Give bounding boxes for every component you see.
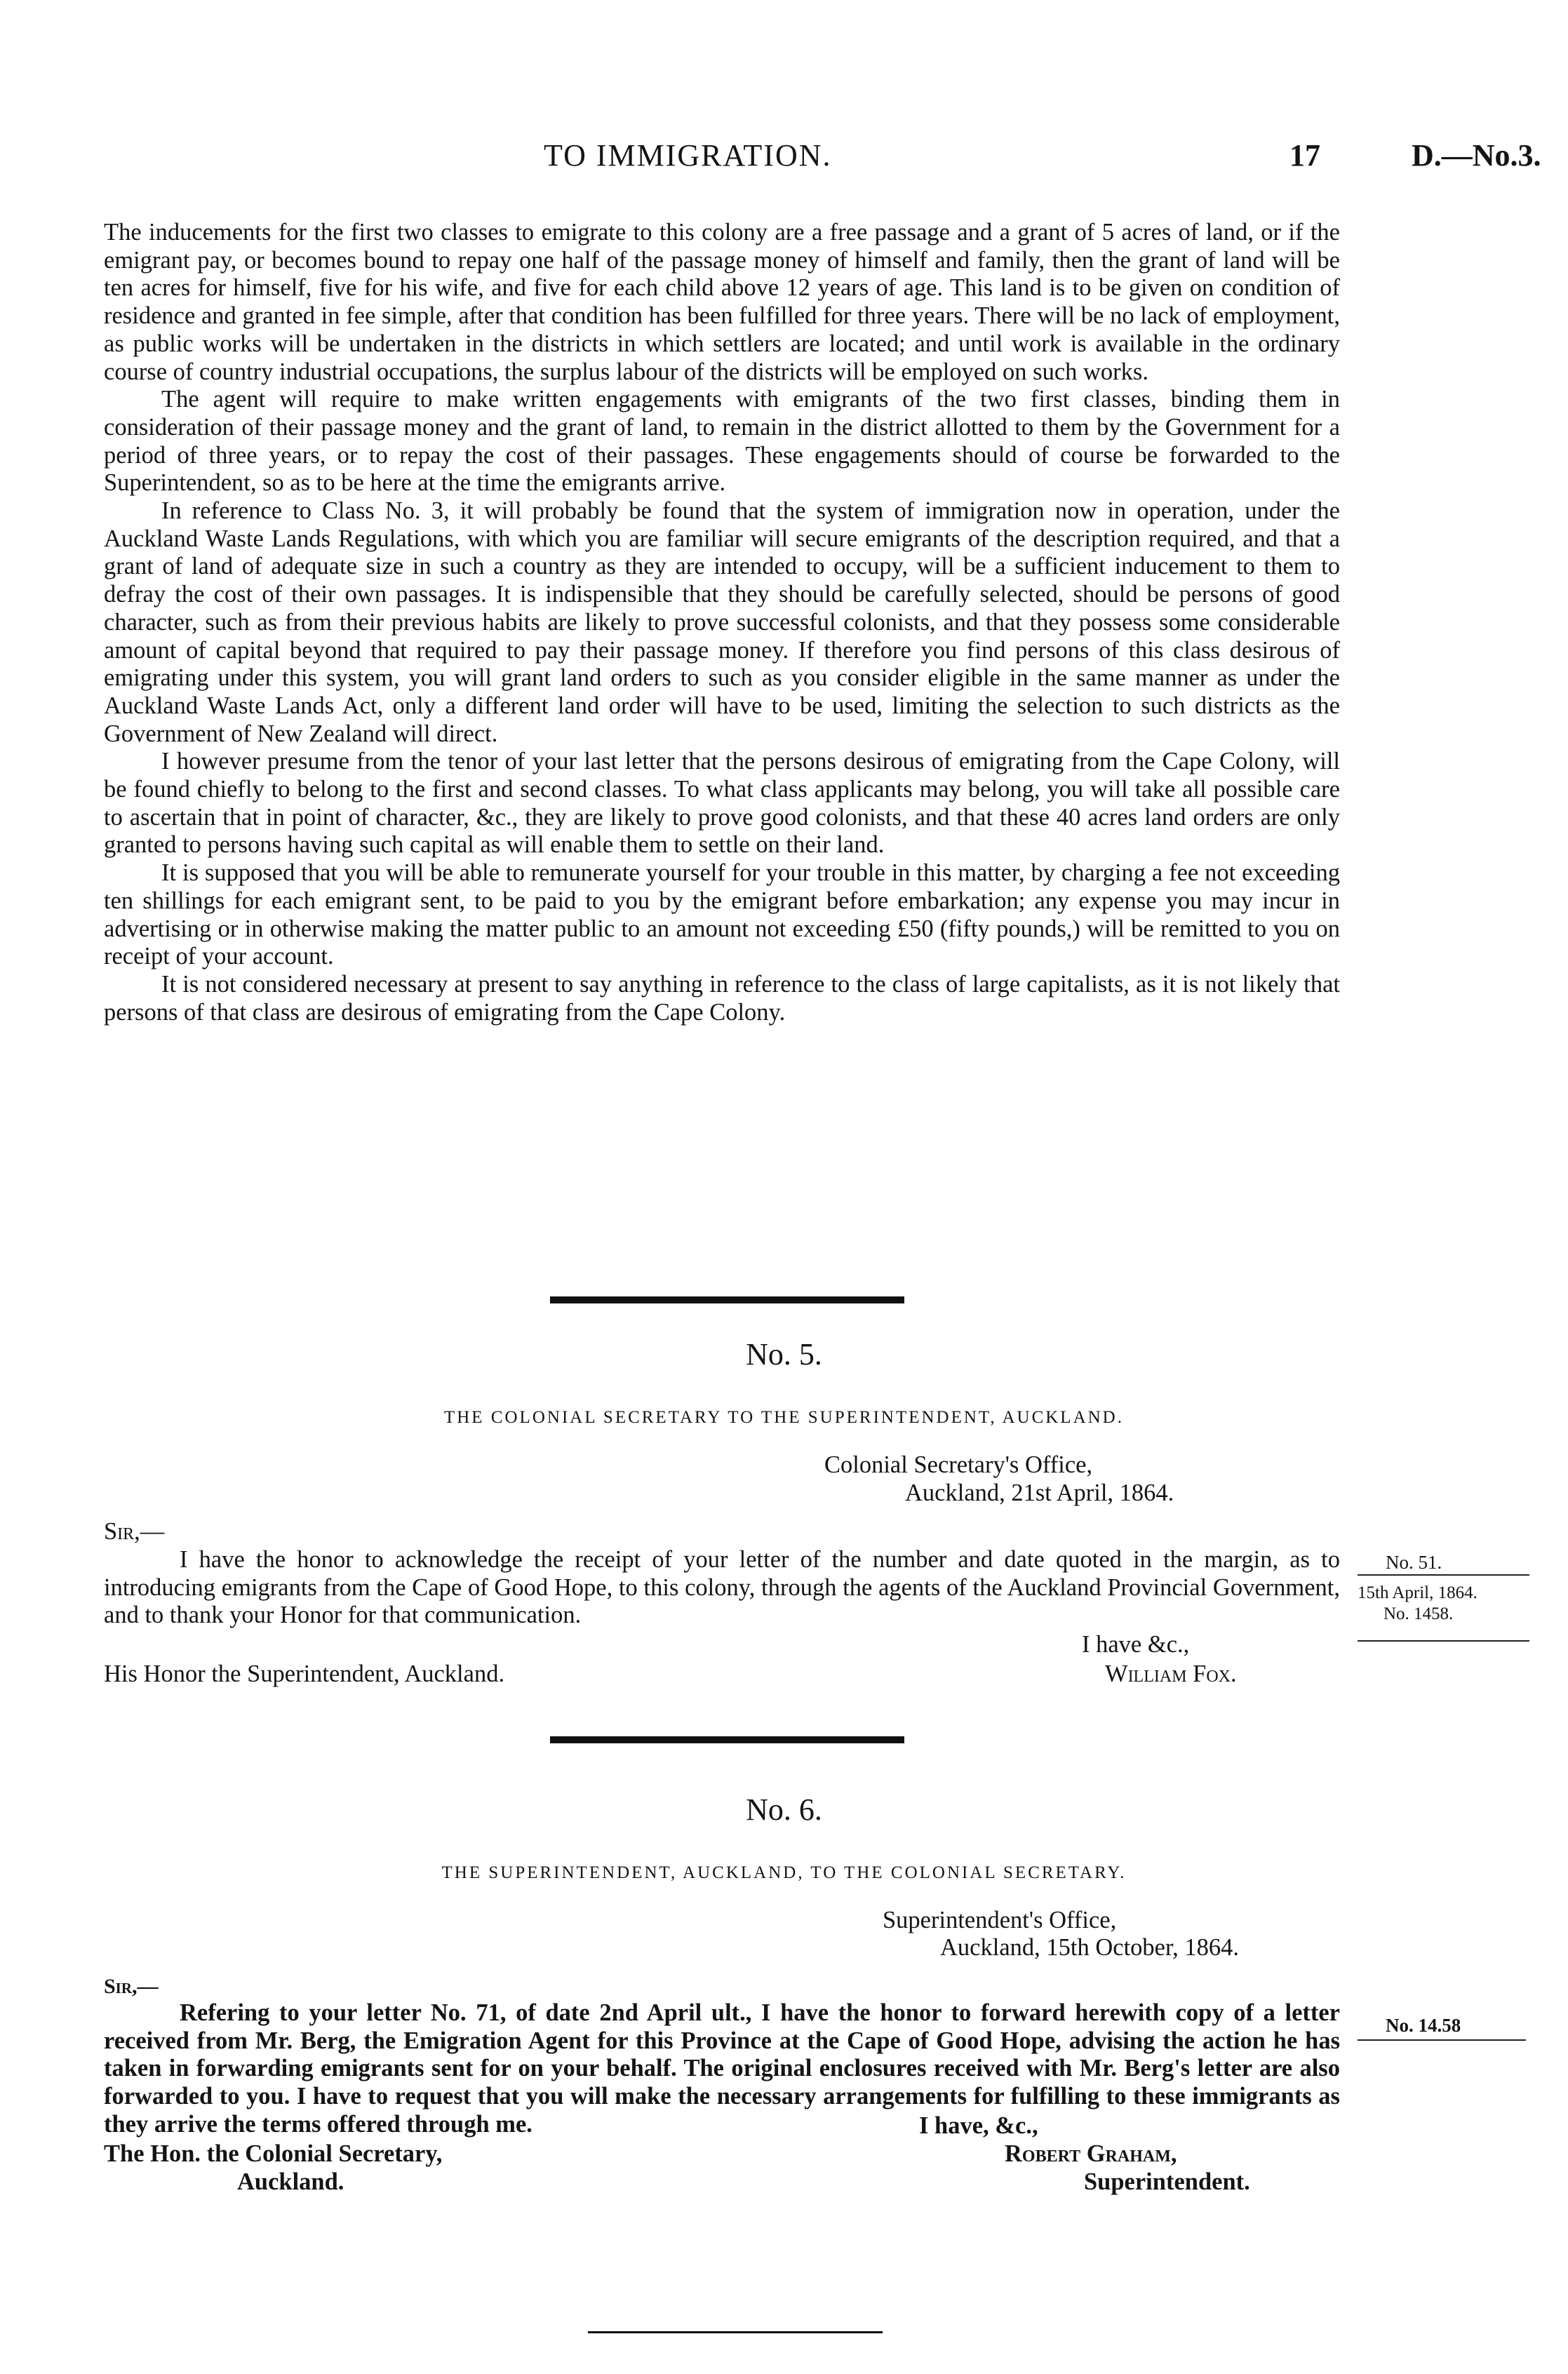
paragraph: In reference to Class No. 3, it will probably be found that the system of immigration now in operation, under the Auckland Waste Lands Regulations, with which you are familiar will secure emigrants of the description required, and that a grant of land of adequate size in such a country as they are intended to occupy, will be a sufficient inducement to them to defray the cost of their own passages. It is indispensible that they should be carefully selected, should be persons of good character, such as from their previous habits are likely to prove successful colonists, and that they possess some considerable amount of capital beyond that required to pay their passage money. If therefore you find persons of this class desirous of emigrating under this system, you will grant land orders to such as you consider eligible in the same manner as under the Auckland Waste Lands Act, only a different land order will have to be used, limiting the selection to such districts as the Government of New Zealand will direct. (104, 497, 1340, 747)
sender-office: Colonial Secretary's Office, (824, 1451, 1093, 1478)
margin-note-date: 15th April, 1864. (1358, 1583, 1477, 1602)
letter-body (104, 1999, 1340, 2139)
letter-number: No. 5. (746, 1337, 822, 1372)
running-title: TO IMMIGRATION. (544, 138, 832, 173)
margin-note-number: No. 14.58 (1386, 2015, 1461, 2036)
margin-note-ref: No. 1458. (1383, 1604, 1454, 1623)
paragraph: I have the honor to acknowledge the receipt of your letter of the number and date quoted in the margin, as to introducing emigrants from the Cape of Good Hope, to this colony, through the agents of the Auckland Provincial Government, and to thank your Honor for that communication. (104, 1546, 1340, 1629)
page-number: 17 (1289, 138, 1320, 173)
salutation: Sir,— (104, 1975, 159, 1998)
margin-rule (1358, 1640, 1529, 1642)
sender-office: Superintendent's Office, (883, 1907, 1117, 1933)
paragraph: It is supposed that you will be able to remunerate yourself for your trouble in this matter, by charging a fee not exceeding ten shillings for each emigrant sent, to be paid to you by the emigrant before embarkation; any expense you may incur in advertising or in otherwise making the matter public to an amount not exceeding £50 (fifty pounds,) will be remitted to you on receipt of your account. (104, 859, 1340, 970)
margin-rule (1358, 1574, 1529, 1576)
paragraph: It is not considered necessary at present to say anything in reference to the class of large capitalists, as it is not likely that persons of that class are desirous of emigrating from the Cape Colony. (104, 970, 1340, 1026)
letter-caption: THE COLONIAL SECRETARY TO THE SUPERINTENDENT, AUCKLAND. (443, 1408, 1124, 1427)
signature-title: Superintendent. (1084, 2168, 1250, 2195)
signature: Robert Graham, (1005, 2140, 1177, 2167)
document-reference: D.—No.3. (1412, 138, 1541, 173)
salutation: Sir,— (104, 1518, 165, 1545)
signature: William Fox. (1105, 1661, 1237, 1687)
intro-text (104, 219, 1340, 1026)
margin-rule (1358, 2039, 1526, 2041)
paragraph: The inducements for the first two classes to emigrate to this colony are a free passage and a grant of 5 acres of land, or if the emigrant pay, or becomes bound to repay one half of the passage money of himself and family, then the grant of land will be ten acres for himself, five for his wife, and five for each child above 12 years of age. This land is to be given on condition of residence and granted in fee simple, after that condition has been fulfilled for three years. There will be no lack of employment, as public works will be undertaken in the districts in which settlers are located; and until work is available in the ordinary course of country industrial occupations, the surplus labour of the districts will be employed on such works. (104, 219, 1340, 385)
closing: I have, &c., (919, 2112, 1038, 2139)
place-date: Auckland, 21st April, 1864. (905, 1480, 1174, 1506)
paragraph: Refering to your letter No. 71, of date 2nd April ult., I have the honor to forward herewith copy of a letter received from Mr. Berg, the Emigration Agent for this Province at the Cape of Good Hope, advising the action he has taken in forwarding emigrants sent for on your behalf. The original enclosures received with Mr. Berg's letter are also forwarded to you. I have to request that you will make the necessary arrangements for fulfilling to these immigrants as they arrive the terms offered through me. (104, 1999, 1340, 2138)
margin-note-number: No. 51. (1386, 1552, 1442, 1573)
end-rule (588, 2331, 883, 2333)
addressee: His Honor the Superintendent, Auckland. (104, 1661, 505, 1687)
section-divider (550, 1296, 904, 1303)
paragraph: The agent will require to make written engagements with emigrants of the two first classes, binding them in consideration of their passage money and the grant of land, to remain in the district allotted to them by the Government for a period of three years, or to repay the cost of their passages. These engagements should of course be forwarded to the Superintendent, so as to be here at the time the emigrants arrive. (104, 386, 1340, 497)
letter-number: No. 6. (746, 1792, 822, 1827)
paragraph: I however presume from the tenor of your last letter that the persons desirous of emigrating from the Cape Colony, will be found chiefly to belong to the first and second classes. To what class applicants may belong, you will take all possible care to ascertain that in point of character, &c., they are likely to prove good colonists, and that these 40 acres land orders are only granted to persons having such capital as will enable them to settle on their land. (104, 748, 1340, 859)
letter-body (104, 1546, 1340, 1630)
addressee: The Hon. the Colonial Secretary, (104, 2140, 443, 2167)
page-header (0, 138, 1568, 180)
letter-caption: THE SUPERINTENDENT, AUCKLAND, TO THE COLONIAL SECRETARY. (441, 1863, 1127, 1882)
section-divider (550, 1736, 904, 1743)
closing: I have &c., (1082, 1631, 1190, 1658)
addressee-place: Auckland. (237, 2168, 344, 2195)
place-date: Auckland, 15th October, 1864. (940, 1934, 1239, 1961)
